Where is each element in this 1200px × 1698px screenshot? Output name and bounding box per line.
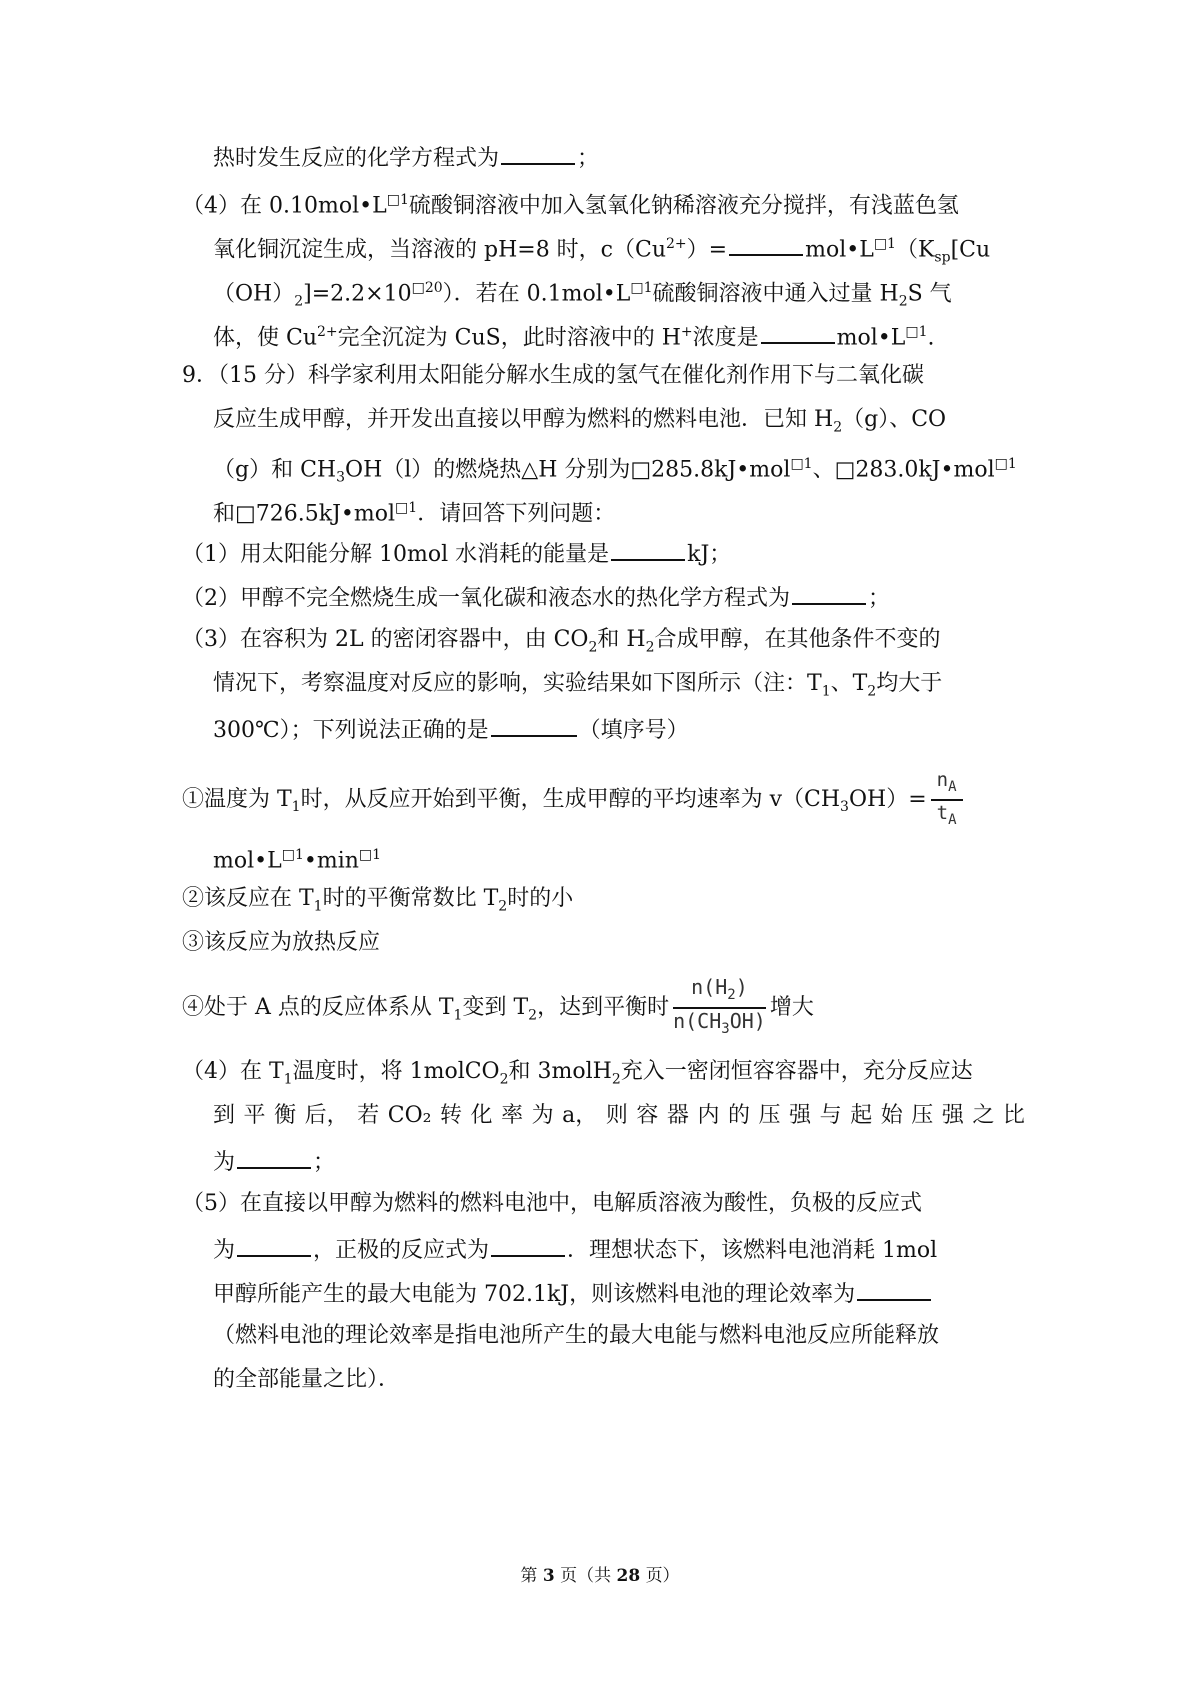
text-part: 之 bbox=[972, 1103, 995, 1128]
text-line bbox=[182, 185, 959, 219]
fraction-nA-over-tA bbox=[931, 768, 963, 832]
text: （2）甲醇不完全燃烧生成一氧化碳和液态水的热化学方程式为 bbox=[182, 586, 790, 611]
superscript: 2+ bbox=[317, 324, 338, 340]
text-line bbox=[213, 840, 382, 874]
text-part: 比 bbox=[1002, 1103, 1025, 1128]
text-line bbox=[213, 317, 935, 351]
text: 合成甲醇，在其他条件不变的 bbox=[654, 627, 941, 652]
text: ，达到平衡时 bbox=[537, 995, 670, 1020]
text-part: 起 bbox=[850, 1103, 873, 1128]
superscript: □1 bbox=[873, 236, 896, 252]
text: （4）在 0.10mol•L bbox=[182, 193, 387, 219]
text: ①温度为 T bbox=[182, 786, 292, 812]
subquestion-5 bbox=[182, 1189, 922, 1219]
superscript: + bbox=[680, 324, 693, 340]
subscript: 2 bbox=[867, 683, 877, 700]
subscript: 2 bbox=[588, 639, 598, 656]
superscript: □1 bbox=[395, 500, 418, 516]
text: ； bbox=[577, 146, 600, 171]
subscript: 2 bbox=[611, 1071, 621, 1088]
text: ．理想状态下，该燃料电池消耗 1mol bbox=[567, 1238, 938, 1263]
option-4 bbox=[182, 975, 814, 1037]
answer-blank[interactable] bbox=[792, 581, 866, 605]
text: 时，从反应开始到平衡，生成甲醇的平均速率为 v（CH bbox=[300, 786, 841, 812]
text-part: 的 bbox=[728, 1103, 751, 1128]
text-line bbox=[213, 1365, 400, 1395]
text: （g）和 CH bbox=[213, 457, 337, 483]
text: ④处于 A 点的反应体系从 T bbox=[182, 995, 454, 1020]
total-pages: 28 bbox=[616, 1566, 641, 1586]
text: 为 bbox=[213, 1150, 236, 1175]
subquestion-4 bbox=[182, 1057, 973, 1087]
text-part: 为 bbox=[531, 1103, 554, 1128]
superscript: □1 bbox=[994, 456, 1017, 472]
subscript: 2 bbox=[294, 293, 304, 310]
text: . bbox=[927, 325, 935, 351]
superscript: □1 bbox=[358, 847, 382, 863]
text: 硫酸铜溶液中加入氢氧化钠稀溶液充分搅拌，有浅蓝色氢 bbox=[408, 193, 959, 219]
text: ，正极的反应式为 bbox=[313, 1238, 490, 1263]
text-part: 始 bbox=[880, 1103, 903, 1128]
subscript: 2 bbox=[645, 639, 655, 656]
subscript: 2 bbox=[499, 1071, 509, 1088]
text-line bbox=[213, 493, 616, 527]
text: ]=2.2×10 bbox=[303, 281, 412, 307]
text-part: 与 bbox=[819, 1103, 842, 1128]
text: ； bbox=[868, 586, 891, 611]
text-part: 后， bbox=[304, 1103, 349, 1128]
text: ②该反应在 T bbox=[182, 886, 314, 911]
text: 9．（15 分）科学家利用太阳能分解水生成的氢气在催化剂作用下与二氧化碳 bbox=[182, 363, 924, 388]
superscript: 2+ bbox=[666, 236, 687, 252]
text: 硫酸铜溶液中通入过量 H bbox=[652, 281, 899, 307]
text: 时的小 bbox=[507, 886, 574, 911]
subscript: sp bbox=[934, 249, 951, 266]
subscript: 2 bbox=[898, 293, 908, 310]
subscript: 1 bbox=[313, 898, 323, 915]
subscript: 3 bbox=[336, 469, 346, 486]
option-2 bbox=[182, 884, 573, 914]
text-line bbox=[213, 1233, 937, 1263]
subquestion-2 bbox=[182, 581, 890, 611]
text-line bbox=[213, 141, 599, 171]
subscript: 2 bbox=[498, 898, 508, 915]
text-part: 化 bbox=[470, 1103, 493, 1128]
subscript: 2 bbox=[833, 419, 843, 436]
text: 页） bbox=[645, 1566, 680, 1586]
fraction-numerator: $n(H_2)$ bbox=[673, 975, 766, 1009]
text: （1）用太阳能分解 10mol 水消耗的能量是 bbox=[182, 542, 610, 567]
text-part: 压 bbox=[758, 1103, 781, 1128]
text: 的全部能量之比）． bbox=[213, 1367, 401, 1392]
text: 甲醇所能产生的最大电能为 702.1kJ，则该燃料电池的理论效率为 bbox=[213, 1282, 856, 1307]
text: 均大于 bbox=[876, 671, 943, 696]
text: （燃料电池的理论效率是指电池所产生的最大电能与燃料电池反应所能释放 bbox=[213, 1323, 940, 1348]
text-part: 衡 bbox=[274, 1103, 297, 1128]
text: •min bbox=[303, 848, 359, 874]
text: S 气 bbox=[907, 281, 952, 307]
text: ③该反应为放热反应 bbox=[182, 930, 381, 955]
text: kJ； bbox=[687, 542, 732, 567]
text-part: 到 bbox=[213, 1103, 236, 1128]
text: 和□726.5kJ•mol bbox=[213, 501, 396, 527]
text: ）．若在 0.1mol•L bbox=[442, 281, 631, 307]
text-part: CO₂ bbox=[387, 1103, 432, 1128]
subscript: 1 bbox=[283, 1071, 293, 1088]
text: 和 H bbox=[597, 627, 646, 652]
fraction-denominator: $n(CH_3OH)$ bbox=[673, 1009, 766, 1037]
answer-blank[interactable] bbox=[729, 232, 803, 256]
text: OH）= bbox=[848, 786, 927, 812]
text: （4）在 T bbox=[182, 1059, 284, 1084]
answer-blank[interactable] bbox=[857, 1277, 931, 1301]
superscript: □1 bbox=[905, 324, 928, 340]
superscript: □1 bbox=[790, 456, 813, 472]
text: 、□283.0kJ•mol bbox=[812, 457, 995, 483]
text: （K bbox=[895, 237, 935, 263]
text: 完全沉淀为 CuS，此时溶液中的 H bbox=[337, 325, 681, 351]
text-line bbox=[213, 405, 946, 435]
subscript: 1 bbox=[821, 683, 831, 700]
text: [Cu bbox=[950, 237, 991, 263]
text-part: 强 bbox=[789, 1103, 812, 1128]
text-line bbox=[213, 273, 952, 310]
justified-text-line bbox=[213, 1101, 1025, 1131]
text: 体，使 Cu bbox=[213, 325, 317, 351]
text: 、T bbox=[830, 671, 868, 696]
text-part: 转 bbox=[439, 1103, 462, 1128]
fraction-numerator: $n_A$ bbox=[931, 768, 963, 801]
subscript: 3 bbox=[840, 799, 849, 816]
answer-blank[interactable] bbox=[761, 320, 835, 344]
text: 第 bbox=[520, 1566, 538, 1586]
subscript: 1 bbox=[453, 1007, 463, 1024]
subquestion-1 bbox=[182, 537, 731, 567]
text: mol•L bbox=[805, 237, 874, 263]
subscript: 1 bbox=[291, 799, 301, 816]
text: 热时发生反应的化学方程式为 bbox=[213, 146, 500, 171]
text: （5）在直接以甲醇为燃料的燃料电池中，电解质溶液为酸性，负极的反应式 bbox=[182, 1191, 922, 1216]
text: 和 3molH bbox=[508, 1059, 612, 1084]
fraction-denominator: $t_A$ bbox=[936, 801, 957, 828]
text-line bbox=[213, 1321, 939, 1351]
text: ； bbox=[313, 1150, 336, 1175]
text: 充入一密闭恒容容器中，充分反应达 bbox=[620, 1059, 973, 1084]
text-part: 平 bbox=[243, 1103, 266, 1128]
answer-blank[interactable] bbox=[491, 1233, 565, 1257]
text: 氧化铜沉淀生成，当溶液的 pH=8 时，c（Cu bbox=[213, 237, 667, 263]
text: 页（共 bbox=[560, 1566, 612, 1586]
option-3 bbox=[182, 928, 380, 958]
text-line bbox=[213, 1145, 335, 1175]
text-part: 率 bbox=[501, 1103, 524, 1128]
subquestion-3 bbox=[182, 625, 941, 655]
text-part: 强 bbox=[941, 1103, 964, 1128]
superscript: □1 bbox=[281, 847, 304, 863]
text: 浓度是 bbox=[692, 325, 759, 351]
text: （填序号） bbox=[578, 718, 689, 743]
text-line bbox=[213, 669, 942, 699]
text: （3）在容积为 2L 的密闭容器中，由 CO bbox=[182, 627, 589, 652]
text-line bbox=[213, 1277, 933, 1307]
text-part: 器 bbox=[666, 1103, 689, 1128]
superscript: □20 bbox=[411, 280, 443, 296]
text-part: 压 bbox=[911, 1103, 934, 1128]
question-9-heading bbox=[182, 361, 924, 391]
text: 情况下，考察温度对反应的影响，实验结果如下图所示（注：T bbox=[213, 671, 822, 696]
answer-blank[interactable] bbox=[501, 141, 575, 165]
text: 温度时，将 1molCO bbox=[292, 1059, 500, 1084]
text: OH（l）的燃烧热△H 分别为□285.8kJ•mol bbox=[345, 457, 791, 483]
text-line bbox=[213, 713, 689, 743]
text-part: 则 bbox=[605, 1103, 628, 1128]
text: mol•L bbox=[213, 848, 282, 874]
text-line bbox=[213, 449, 1017, 486]
page-number: 3 bbox=[542, 1566, 555, 1586]
text-part: 若 bbox=[357, 1103, 380, 1128]
subscript: 2 bbox=[528, 1007, 538, 1024]
option-1 bbox=[182, 768, 967, 828]
fraction-nH2-over-nCH3OH bbox=[673, 975, 766, 1041]
text: 300℃）；下列说法正确的是 bbox=[213, 718, 489, 743]
answer-blank[interactable] bbox=[237, 1145, 311, 1169]
text: ）= bbox=[686, 237, 728, 263]
text: 为 bbox=[213, 1238, 236, 1263]
text-part: a， bbox=[562, 1103, 598, 1128]
text: 变到 T bbox=[462, 995, 529, 1020]
text: （OH） bbox=[213, 281, 295, 307]
superscript: □1 bbox=[630, 280, 653, 296]
text: 增大 bbox=[769, 995, 814, 1020]
text: 时的平衡常数比 T bbox=[322, 886, 499, 911]
text-part: 容 bbox=[636, 1103, 659, 1128]
text-part: 内 bbox=[697, 1103, 720, 1128]
page-footer bbox=[0, 1565, 1200, 1587]
text: 反应生成甲醇，并开发出直接以甲醇为燃料的燃料电池．已知 H bbox=[213, 407, 834, 432]
answer-blank[interactable] bbox=[491, 713, 577, 737]
text: ．请回答下列问题： bbox=[417, 501, 616, 527]
text-line bbox=[213, 229, 991, 266]
superscript: □1 bbox=[386, 192, 409, 208]
answer-blank[interactable] bbox=[611, 537, 685, 561]
answer-blank[interactable] bbox=[237, 1233, 311, 1257]
text: （g）、CO bbox=[842, 407, 947, 432]
text: mol•L bbox=[836, 325, 906, 351]
